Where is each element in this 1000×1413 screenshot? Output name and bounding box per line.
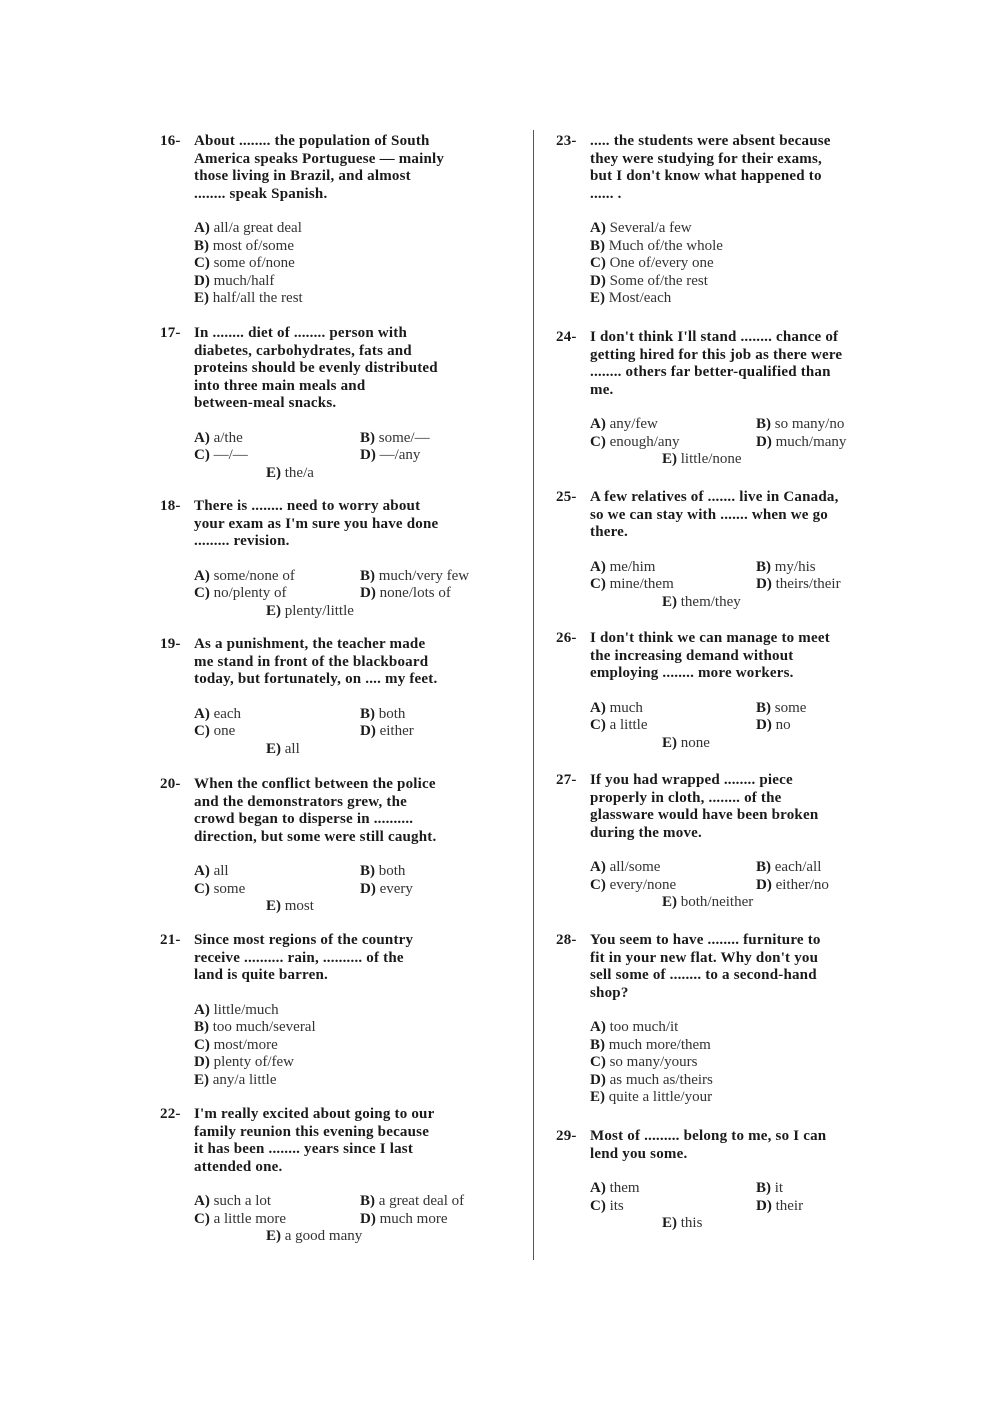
option-e[interactable]: [590, 735, 926, 753]
option-a[interactable]: [590, 700, 756, 718]
question-text: As a punishment, the teacher made me stand in front of the blackboard today, but fortunately, on .... my feet.: [194, 636, 438, 687]
question-text: There is ........ need to worry about your exam as I'm sure you have done ......... revision.: [194, 498, 439, 549]
question-number: 28-: [556, 932, 577, 948]
option-a[interactable]: [194, 1193, 360, 1211]
question-text: Since most regions of the country receive .......... rain, .......... of the land is quite barren.: [194, 932, 414, 983]
option-c[interactable]: [590, 1198, 756, 1216]
option-letter: A): [590, 859, 606, 875]
question-16: [160, 133, 520, 308]
option-e[interactable]: [194, 465, 520, 483]
option-text: mine/them: [609, 576, 674, 593]
option-text: too much/several: [212, 1019, 316, 1036]
option-text: most of/some: [212, 237, 294, 254]
question-17: [160, 325, 520, 482]
option-letter: B): [360, 429, 375, 446]
question-stem: [160, 1106, 520, 1176]
option-b[interactable]: [194, 238, 520, 256]
option-c[interactable]: [194, 1037, 520, 1055]
option-e[interactable]: [194, 1072, 520, 1090]
option-b[interactable]: [590, 238, 926, 256]
option-letter: E): [266, 464, 281, 481]
option-text: a little more: [213, 1210, 287, 1227]
question-stem: [160, 498, 520, 551]
question-text: About ........ the population of South America speaks Portuguese — mainly those living in Brazil, and almost ........ speak Spanish.: [194, 133, 445, 202]
option-text: all/some: [609, 859, 661, 875]
option-text: much: [609, 699, 643, 716]
answer-options: [590, 859, 926, 912]
option-text: too much/it: [609, 1019, 679, 1035]
option-letter: E): [194, 1071, 209, 1088]
option-text: so many/yours: [609, 1054, 698, 1071]
option-letter: B): [756, 699, 771, 716]
option-b[interactable]: [194, 1019, 520, 1037]
option-letter: A): [194, 220, 210, 236]
option-e[interactable]: [194, 741, 520, 759]
answer-options: [590, 700, 926, 753]
option-b[interactable]: [756, 559, 926, 577]
option-letter: C): [590, 876, 606, 893]
question-text: In ........ diet of ........ person with diabetes, carbohydrates, fats and proteins should be evenly distributed into three main meals and between-meal snacks.: [194, 325, 438, 411]
option-d[interactable]: [360, 447, 520, 465]
option-text: no/plenty of: [213, 585, 287, 602]
option-text: a/the: [213, 429, 243, 446]
option-text: some of/none: [213, 255, 295, 272]
option-letter: D): [756, 1197, 772, 1214]
option-letter: C): [590, 1054, 606, 1071]
option-b[interactable]: [590, 1037, 926, 1055]
option-letter: E): [266, 602, 281, 619]
option-text: any/few: [609, 416, 658, 432]
option-text: a great deal of: [378, 1193, 465, 1209]
option-b[interactable]: [756, 700, 926, 718]
question-stem: [556, 329, 926, 399]
option-letter: D): [360, 585, 376, 602]
option-c[interactable]: [194, 1211, 360, 1229]
option-c[interactable]: [194, 585, 360, 603]
option-letter: A): [590, 1180, 606, 1196]
option-c[interactable]: [590, 434, 756, 452]
option-text: every/none: [609, 876, 677, 893]
question-number: 23-: [556, 133, 577, 149]
option-letter: D): [756, 876, 772, 893]
option-letter: E): [662, 451, 677, 468]
answer-options: [194, 1193, 520, 1246]
option-text: much more: [379, 1210, 448, 1227]
option-e[interactable]: [590, 894, 926, 912]
option-letter: A): [590, 699, 606, 716]
option-letter: A): [194, 1001, 210, 1018]
option-letter: E): [662, 593, 677, 610]
option-text: no: [775, 717, 791, 734]
option-b[interactable]: [756, 416, 926, 434]
option-a[interactable]: [194, 706, 360, 724]
question-stem: [556, 489, 926, 542]
option-letter: A): [590, 220, 606, 236]
question-number: 26-: [556, 630, 577, 646]
option-letter: B): [756, 1180, 771, 1196]
option-letter: D): [194, 272, 210, 289]
option-text: Much of/the whole: [608, 237, 723, 254]
option-letter: D): [756, 717, 772, 734]
option-text: all/a great deal: [213, 220, 302, 236]
option-letter: C): [590, 717, 606, 734]
option-letter: D): [360, 447, 376, 464]
option-e[interactable]: [194, 603, 520, 621]
option-d[interactable]: [360, 881, 520, 899]
option-d[interactable]: [756, 877, 926, 895]
option-text: none/lots of: [379, 585, 451, 602]
question-text: You seem to have ........ furniture to fit in your new flat. Why don't you sell some of ........ to a second-hand shop?: [590, 932, 821, 1001]
option-text: both: [378, 705, 406, 722]
option-text: both/neither: [680, 894, 754, 911]
answer-options: [194, 706, 520, 759]
option-d[interactable]: [756, 717, 926, 735]
option-b[interactable]: [360, 568, 520, 586]
question-stem: [160, 133, 520, 203]
option-a[interactable]: [194, 1002, 520, 1020]
option-letter: B): [360, 705, 375, 722]
option-text: so many/no: [774, 416, 845, 432]
question-stem: [160, 325, 520, 413]
question-stem: [556, 1128, 926, 1163]
option-text: some: [213, 880, 246, 897]
option-text: all: [213, 863, 229, 879]
option-text: half/all the rest: [212, 290, 303, 307]
question-27: [556, 772, 926, 912]
question-number: 24-: [556, 329, 577, 345]
option-letter: A): [194, 705, 210, 722]
option-a[interactable]: [194, 568, 360, 586]
option-a[interactable]: [590, 1180, 756, 1198]
option-text: enough/any: [609, 433, 680, 450]
option-c[interactable]: [194, 881, 360, 899]
question-number: 19-: [160, 636, 181, 652]
option-text: such a lot: [213, 1193, 272, 1209]
option-letter: A): [590, 558, 606, 575]
question-20: [160, 776, 520, 916]
answer-options: [590, 559, 926, 612]
answer-options: [590, 1019, 926, 1107]
option-d[interactable]: [590, 1072, 926, 1090]
question-stem: [556, 932, 926, 1002]
question-text: A few relatives of ....... live in Canada, so we can stay with ....... when we go there.: [590, 489, 839, 540]
option-letter: A): [590, 416, 606, 432]
option-letter: C): [194, 1210, 210, 1227]
option-e[interactable]: [590, 451, 926, 469]
answer-options: [194, 863, 520, 916]
option-letter: E): [266, 898, 281, 915]
option-letter: C): [194, 1036, 210, 1053]
option-a[interactable]: [194, 220, 520, 238]
option-c[interactable]: [590, 1054, 926, 1072]
option-text: both: [378, 863, 406, 879]
question-text: If you had wrapped ........ piece properly in cloth, ........ of the glassware would have been broken during the move.: [590, 772, 819, 841]
answer-options: [590, 416, 926, 469]
option-e[interactable]: [194, 1228, 520, 1246]
option-letter: B): [756, 416, 771, 432]
option-text: plenty of/few: [213, 1054, 294, 1071]
option-letter: E): [662, 734, 677, 751]
question-19: [160, 636, 520, 758]
option-text: each/all: [774, 859, 822, 875]
question-24: [556, 329, 926, 469]
option-text: some/—: [378, 429, 430, 446]
option-text: little/none: [680, 451, 742, 468]
option-letter: E): [194, 290, 209, 307]
option-letter: A): [590, 1019, 606, 1035]
option-text: them: [609, 1180, 640, 1196]
option-letter: D): [360, 723, 376, 740]
option-text: —/—: [213, 447, 248, 464]
option-text: quite a little/your: [608, 1089, 713, 1106]
option-a[interactable]: [590, 416, 756, 434]
option-text: Most/each: [608, 290, 672, 307]
option-text: most/more: [213, 1036, 278, 1053]
option-text: my/his: [774, 558, 816, 575]
option-text: much/many: [775, 433, 847, 450]
option-letter: C): [194, 447, 210, 464]
option-text: its: [609, 1197, 624, 1214]
answer-options: [194, 220, 520, 308]
option-d[interactable]: [756, 1198, 926, 1216]
question-number: 22-: [160, 1106, 181, 1122]
option-a[interactable]: [194, 863, 360, 881]
option-text: a good many: [284, 1228, 363, 1245]
option-d[interactable]: [360, 585, 520, 603]
question-number: 20-: [160, 776, 181, 792]
question-text: When the conflict between the police and the demonstrators grew, the crowd began to disperse in .......... direction, but some were still caught.: [194, 776, 437, 845]
option-letter: C): [590, 1197, 606, 1214]
option-letter: C): [194, 585, 210, 602]
question-stem: [556, 772, 926, 842]
question-number: 27-: [556, 772, 577, 788]
option-letter: C): [590, 255, 606, 272]
option-letter: B): [590, 1036, 605, 1053]
option-text: theirs/their: [775, 576, 841, 593]
option-letter: B): [360, 1193, 375, 1209]
question-stem: [556, 630, 926, 683]
option-letter: C): [590, 576, 606, 593]
option-d[interactable]: [756, 576, 926, 594]
option-letter: B): [194, 237, 209, 254]
option-letter: E): [662, 1215, 677, 1232]
option-text: much/half: [213, 272, 275, 289]
option-a[interactable]: [590, 559, 756, 577]
option-letter: B): [756, 558, 771, 575]
option-c[interactable]: [590, 255, 926, 273]
option-text: it: [774, 1180, 784, 1196]
question-text: I don't think we can manage to meet the increasing demand without employing ........ more workers.: [590, 630, 830, 681]
option-d[interactable]: [194, 1054, 520, 1072]
option-b[interactable]: [756, 859, 926, 877]
option-e[interactable]: [590, 290, 926, 308]
option-letter: C): [194, 255, 210, 272]
option-letter: D): [194, 1054, 210, 1071]
option-letter: C): [590, 433, 606, 450]
option-c[interactable]: [590, 576, 756, 594]
option-letter: D): [360, 880, 376, 897]
question-21: [160, 932, 520, 1089]
option-e[interactable]: [590, 1089, 926, 1107]
option-text: much more/them: [608, 1036, 711, 1053]
question-text: Most of ......... belong to me, so I can lend you some.: [590, 1128, 827, 1162]
option-letter: B): [360, 567, 375, 584]
option-letter: E): [662, 894, 677, 911]
option-e[interactable]: [194, 290, 520, 308]
option-d[interactable]: [194, 273, 520, 291]
option-text: some: [774, 699, 807, 716]
question-26: [556, 630, 926, 752]
option-a[interactable]: [590, 220, 926, 238]
option-text: little/much: [213, 1001, 279, 1018]
question-18: [160, 498, 520, 620]
question-number: 21-: [160, 932, 181, 948]
question-23: [556, 133, 926, 308]
option-d[interactable]: [590, 273, 926, 291]
option-letter: C): [194, 723, 210, 740]
option-a[interactable]: [590, 859, 756, 877]
option-text: each: [213, 705, 242, 722]
option-letter: E): [266, 740, 281, 757]
option-text: their: [775, 1197, 804, 1214]
option-text: as much as/theirs: [609, 1071, 713, 1088]
option-letter: B): [360, 863, 375, 879]
option-letter: E): [590, 290, 605, 307]
option-text: Some of/the rest: [609, 272, 708, 289]
option-text: —/any: [379, 447, 421, 464]
option-letter: D): [590, 1071, 606, 1088]
option-c[interactable]: [194, 723, 360, 741]
option-text: the/a: [284, 464, 314, 481]
option-d[interactable]: [360, 723, 520, 741]
answer-options: [194, 430, 520, 483]
option-text: this: [680, 1215, 703, 1232]
option-text: much/very few: [378, 567, 470, 584]
question-number: 16-: [160, 133, 181, 149]
option-text: none: [680, 734, 710, 751]
option-d[interactable]: [360, 1211, 520, 1229]
option-letter: A): [194, 1193, 210, 1209]
option-a[interactable]: [590, 1019, 926, 1037]
question-text: I don't think I'll stand ........ chance of getting hired for this job as there were ........ others far better-qualified than me.: [590, 329, 843, 398]
question-text: ..... the students were absent because they were studying for their exams, but I don't know what happened to ...... .: [590, 133, 831, 202]
question-number: 29-: [556, 1128, 577, 1144]
option-b[interactable]: [360, 706, 520, 724]
option-text: one: [213, 723, 236, 740]
question-stem: [160, 776, 520, 846]
answer-options: [194, 1002, 520, 1090]
question-stem: [556, 133, 926, 203]
option-text: Several/a few: [609, 220, 692, 236]
option-c[interactable]: [590, 717, 756, 735]
option-c[interactable]: [590, 877, 756, 895]
option-text: One of/every one: [609, 255, 714, 272]
option-b[interactable]: [360, 863, 520, 881]
option-letter: A): [194, 863, 210, 879]
option-a[interactable]: [194, 430, 360, 448]
option-letter: C): [194, 880, 210, 897]
option-text: either: [379, 723, 414, 740]
answer-options: [194, 568, 520, 621]
option-b[interactable]: [756, 1180, 926, 1198]
question-29: [556, 1128, 926, 1233]
option-letter: D): [756, 576, 772, 593]
option-letter: D): [590, 272, 606, 289]
option-letter: D): [360, 1210, 376, 1227]
option-e[interactable]: [194, 898, 520, 916]
option-letter: E): [266, 1228, 281, 1245]
option-letter: B): [590, 237, 605, 254]
option-text: some/none of: [213, 567, 295, 584]
option-text: a little: [609, 717, 648, 734]
option-e[interactable]: [590, 1215, 926, 1233]
question-22: [160, 1106, 520, 1246]
option-c[interactable]: [194, 255, 520, 273]
option-d[interactable]: [756, 434, 926, 452]
option-b[interactable]: [360, 1193, 520, 1211]
question-25: [556, 489, 926, 611]
option-letter: A): [194, 567, 210, 584]
option-text: every: [379, 880, 413, 897]
question-number: 17-: [160, 325, 181, 341]
answer-options: [590, 1180, 926, 1233]
question-text: I'm really excited about going to our family reunion this evening because it has been ........ years since I last attended one.: [194, 1106, 435, 1175]
question-28: [556, 932, 926, 1107]
option-b[interactable]: [360, 430, 520, 448]
option-text: me/him: [609, 558, 656, 575]
question-number: 18-: [160, 498, 181, 514]
question-stem: [160, 932, 520, 985]
answer-options: [590, 220, 926, 308]
option-text: any/a little: [212, 1071, 277, 1088]
option-c[interactable]: [194, 447, 360, 465]
option-letter: B): [194, 1019, 209, 1036]
option-text: most: [284, 898, 314, 915]
column-divider: [533, 130, 534, 1260]
option-letter: E): [590, 1089, 605, 1106]
option-letter: A): [194, 429, 210, 446]
option-text: them/they: [680, 593, 741, 610]
option-text: all: [284, 740, 300, 757]
option-text: plenty/little: [284, 602, 354, 619]
option-text: either/no: [775, 876, 829, 893]
option-letter: D): [756, 433, 772, 450]
question-number: 25-: [556, 489, 577, 505]
question-stem: [160, 636, 520, 689]
option-letter: B): [756, 859, 771, 875]
option-e[interactable]: [590, 594, 926, 612]
